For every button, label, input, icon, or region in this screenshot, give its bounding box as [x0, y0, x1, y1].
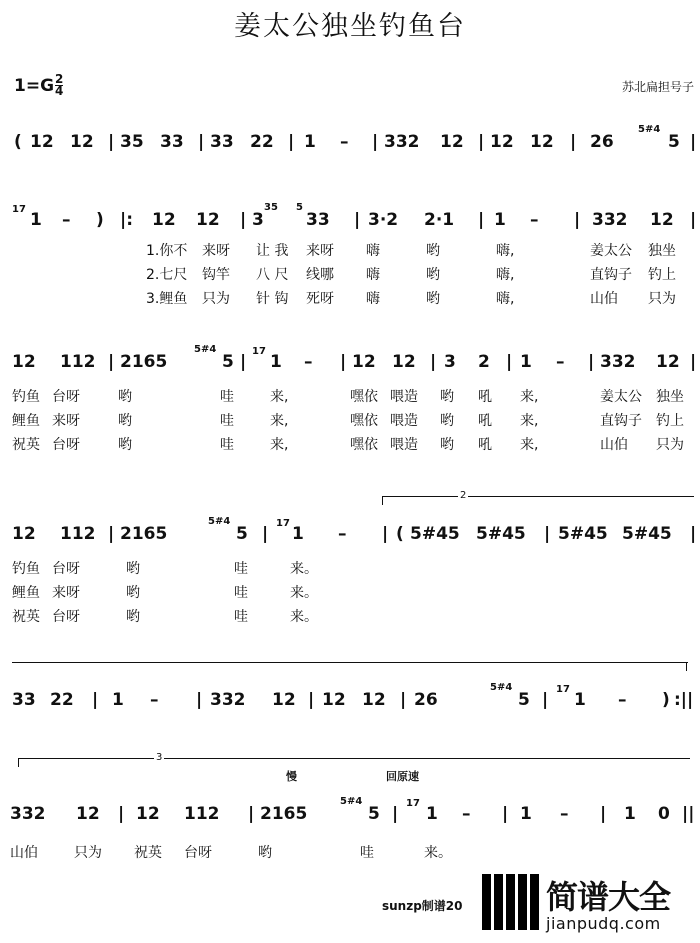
note-token: ) [662, 690, 670, 710]
note-token: 12 [70, 132, 94, 152]
lyric-word: 来呀 [52, 585, 80, 601]
lyric-line-verse1 [0, 240, 700, 258]
note-token: 1 [270, 352, 282, 372]
note-token: 5 [236, 524, 248, 544]
note-token: 2165 [120, 524, 168, 544]
grace-note: 17 [556, 684, 570, 695]
barline: | [478, 132, 485, 152]
note-token: 12 [490, 132, 514, 152]
piano-keys-icon [482, 874, 540, 930]
note-token: 26 [590, 132, 614, 152]
lyric-word: 哟 [126, 609, 140, 625]
lyric-word: 嘿依 [350, 413, 378, 429]
barline: | [690, 210, 697, 230]
note-token: ( [396, 524, 404, 544]
note-token: – [462, 804, 471, 824]
lyric-word: 来呀 [52, 413, 80, 429]
lyric-word: 嗨 [366, 267, 380, 283]
lyric-word: 哇 [220, 389, 234, 405]
note-token: 2165 [120, 352, 168, 372]
notation-system-4 [0, 516, 700, 558]
notation-system-2 [0, 202, 700, 244]
note-token: 35 [264, 202, 278, 213]
lyric-word: 只为 [648, 291, 676, 307]
time-signature [55, 74, 63, 97]
note-token: 12 [656, 352, 680, 372]
lyric-word: 姜太公 [590, 243, 632, 259]
lyric-word: 只为 [202, 291, 230, 307]
lyric-word: 来, [270, 413, 289, 429]
grace-note: 17 [276, 518, 290, 529]
lyric-word: 针 钩 [256, 291, 289, 307]
lyric-word: 哇 [234, 609, 248, 625]
lyric-line-verse3 [0, 288, 700, 306]
note-token: 1 [292, 524, 304, 544]
lyric-word: 哟 [118, 389, 132, 405]
lyric-word: 祝英 [134, 845, 162, 861]
lyric-word: 鲤鱼 [12, 585, 40, 601]
barline: | [372, 132, 379, 152]
note-token: – [340, 132, 349, 152]
grace-note: 5#4 [340, 796, 363, 807]
note-token: 1 [520, 352, 532, 372]
note-token: 332 [592, 210, 628, 230]
lyric-word: 哟 [440, 413, 454, 429]
barline: | [690, 352, 697, 372]
key-tonic: 1=G [14, 75, 55, 96]
note-token: 0 [658, 804, 670, 824]
lyric-line-verse2 [0, 264, 700, 282]
volta-number: 2 [460, 490, 467, 501]
barline: | [574, 210, 581, 230]
lyric-word: 钓鱼 [12, 389, 40, 405]
grace-note: 5#4 [194, 344, 217, 355]
lyric-word: 直钩子 [600, 413, 642, 429]
note-token: 12 [152, 210, 176, 230]
lyric-word: 嗨 [366, 243, 380, 259]
note-token: ( [14, 132, 22, 152]
time-lower: 4 [55, 84, 64, 98]
note-token: 5#45 [622, 524, 672, 544]
lyric-word: 八 尺 [256, 267, 289, 283]
note-token: 12 [362, 690, 386, 710]
volta-number: 3 [156, 752, 163, 763]
lyric-word: 独坐 [648, 243, 676, 259]
lyric-word: 祝英 [12, 609, 40, 625]
note-token: – [560, 804, 569, 824]
note-token: – [556, 352, 565, 372]
note-token: 112 [184, 804, 220, 824]
note-token: 1 [574, 690, 586, 710]
barline: | [118, 804, 125, 824]
lyric-word: 鲤鱼 [12, 413, 40, 429]
tempo-mark-a-tempo: 回原速 [386, 770, 419, 783]
lyric-word: 来呀 [306, 243, 334, 259]
lyric-word: 钓上 [648, 267, 676, 283]
note-token: 332 [210, 690, 246, 710]
lyric-word: 来。 [424, 845, 452, 861]
lyric-word: 嗨 [366, 291, 380, 307]
logo-url: jianpudq.com [546, 914, 661, 933]
barline: | [198, 132, 205, 152]
lyric-word: 死呀 [306, 291, 334, 307]
arranger-credit: sunzp制谱20 [382, 899, 463, 913]
note-token: 33 [160, 132, 184, 152]
lyric-word: 哟 [440, 437, 454, 453]
barline: | [506, 352, 513, 372]
note-token: 1 [426, 804, 438, 824]
lyric-word: 台呀 [52, 389, 80, 405]
score-title: 姜太公独坐钓鱼台 [234, 11, 466, 42]
note-token: 1 [304, 132, 316, 152]
barline: | [108, 352, 115, 372]
note-token: – [338, 524, 347, 544]
lyric-word: 喂造 [390, 413, 418, 429]
lyric-word: 台呀 [52, 609, 80, 625]
note-token: 1 [494, 210, 506, 230]
lyric-word: 吼 [478, 389, 492, 405]
note-token: 5 [668, 132, 680, 152]
tempo-mark-slow: 慢 [286, 770, 297, 783]
lyric-word: 来。 [290, 609, 318, 625]
barline: | [308, 690, 315, 710]
note-token: – [530, 210, 539, 230]
lyric-word: 让 我 [256, 243, 289, 259]
barline: | [544, 524, 551, 544]
lyric-word: 台呀 [184, 845, 212, 861]
grace-note: 5#4 [638, 124, 661, 135]
lyric-word: 哇 [220, 437, 234, 453]
notation-system-5 [0, 682, 700, 724]
barline: | [600, 804, 607, 824]
barline: | [392, 804, 399, 824]
note-token: ) [96, 210, 104, 230]
note-token: 5 [368, 804, 380, 824]
barline: | [240, 210, 247, 230]
volta-bracket-hook [686, 663, 687, 671]
barline: | [288, 132, 295, 152]
lyric-word: 嘿依 [350, 437, 378, 453]
lyric-word: 哇 [234, 561, 248, 577]
notation-system-1 [0, 124, 700, 166]
note-token: 3·2 [368, 210, 399, 230]
note-token: – [304, 352, 313, 372]
final-barline: || [682, 804, 695, 824]
lyric-word: 钩竿 [202, 267, 230, 283]
third-ending-bracket [18, 752, 690, 763]
lyric-word: 哟 [426, 291, 440, 307]
note-token: 1 [112, 690, 124, 710]
barline: | [354, 210, 361, 230]
note-token: 2·1 [424, 210, 455, 230]
note-token: 332 [600, 352, 636, 372]
barline: | [382, 524, 389, 544]
lyric-word: 哇 [220, 413, 234, 429]
lyric-word: 台呀 [52, 437, 80, 453]
barline: | [400, 690, 407, 710]
lyric-word: 线哪 [306, 267, 334, 283]
barline: | [690, 132, 697, 152]
note-token: 2 [478, 352, 490, 372]
lyric-line-verse3 [0, 434, 700, 452]
note-token: 12 [76, 804, 100, 824]
grace-note: 5#4 [490, 682, 513, 693]
lyric-word: 来, [270, 437, 289, 453]
note-token: 5 [518, 690, 530, 710]
lyric-line-verse1 [0, 558, 700, 576]
barline: | [248, 804, 255, 824]
lyric-word: 来, [520, 437, 539, 453]
note-token: 5 [222, 352, 234, 372]
note-token: 3 [444, 352, 456, 372]
lyric-word: 嗨, [496, 291, 515, 307]
grace-note: 5 [296, 202, 303, 213]
lyric-word: 哟 [118, 413, 132, 429]
lyric-word: 嗨, [496, 267, 515, 283]
note-token: 3 [252, 210, 264, 230]
lyric-word: 哟 [258, 845, 272, 861]
second-ending-bracket [382, 490, 694, 501]
note-token: 1 [30, 210, 42, 230]
note-token: 12 [530, 132, 554, 152]
grace-note: 17 [12, 204, 26, 215]
notation-system-3 [0, 344, 700, 386]
grace-note: 17 [406, 798, 420, 809]
barline: | [478, 210, 485, 230]
lyric-word: 钓上 [656, 413, 684, 429]
note-token: 12 [352, 352, 376, 372]
note-token: 35 [120, 132, 144, 152]
lyric-word: 喂造 [390, 437, 418, 453]
grace-note: 5#4 [208, 516, 231, 527]
lyric-word: 哟 [118, 437, 132, 453]
lyric-line-final [0, 842, 700, 860]
notation-system-6 [0, 796, 700, 838]
song-source: 苏北扁担号子 [621, 80, 694, 94]
note-token: 12 [196, 210, 220, 230]
lyric-word: 哟 [126, 585, 140, 601]
lyric-word: 哟 [440, 389, 454, 405]
note-token: 12 [322, 690, 346, 710]
note-token: 112 [60, 524, 96, 544]
lyric-word: 嘿依 [350, 389, 378, 405]
barline: | [570, 132, 577, 152]
lyric-word: 哇 [360, 845, 374, 861]
lyric-word: 哟 [426, 267, 440, 283]
barline: | [108, 524, 115, 544]
note-token: 33 [306, 210, 330, 230]
lyric-word: 嗨, [496, 243, 515, 259]
grace-note: 17 [252, 346, 266, 357]
repeat-end: :|| [674, 690, 694, 710]
lyric-line-verse2 [0, 582, 700, 600]
note-token: 12 [272, 690, 296, 710]
barline: | [502, 804, 509, 824]
barline: | [240, 352, 247, 372]
note-token: 33 [12, 690, 36, 710]
lyric-word: 来。 [290, 561, 318, 577]
lyric-word: 1.你不 [146, 243, 188, 259]
note-token: 22 [50, 690, 74, 710]
lyric-word: 山伯 [590, 291, 618, 307]
barline: | [196, 690, 203, 710]
barline: | [588, 352, 595, 372]
volta-bracket-hook [18, 759, 19, 767]
barline: | [340, 352, 347, 372]
note-token: – [150, 690, 159, 710]
note-token: 12 [12, 524, 36, 544]
note-token: 1 [520, 804, 532, 824]
logo-name: 简谱大全 [546, 878, 671, 916]
note-token: 12 [30, 132, 54, 152]
lyric-word: 哟 [126, 561, 140, 577]
lyric-word: 祝英 [12, 437, 40, 453]
lyric-word: 姜太公 [600, 389, 642, 405]
lyric-word: 哇 [234, 585, 248, 601]
note-token: 332 [384, 132, 420, 152]
lyric-word: 喂造 [390, 389, 418, 405]
note-token: 5#45 [558, 524, 608, 544]
lyric-word: 来呀 [202, 243, 230, 259]
note-token: 1 [624, 804, 636, 824]
lyric-word: 只为 [74, 845, 102, 861]
note-token: – [62, 210, 71, 230]
key-signature [14, 74, 63, 97]
note-token: 5#45 [476, 524, 526, 544]
barline: | [690, 524, 697, 544]
lyric-word: 吼 [478, 437, 492, 453]
lyric-line-verse1 [0, 386, 700, 404]
note-token: 26 [414, 690, 438, 710]
lyric-word: 直钩子 [590, 267, 632, 283]
note-token: 22 [250, 132, 274, 152]
note-token: 332 [10, 804, 46, 824]
barline: | [430, 352, 437, 372]
lyric-word: 只为 [656, 437, 684, 453]
barline: | [108, 132, 115, 152]
note-token: 12 [12, 352, 36, 372]
lyric-word: 台呀 [52, 561, 80, 577]
note-token: 12 [136, 804, 160, 824]
lyric-word: 来。 [290, 585, 318, 601]
barline: | [92, 690, 99, 710]
note-token: 12 [440, 132, 464, 152]
lyric-word: 来, [520, 413, 539, 429]
second-ending-continuation [12, 662, 688, 663]
lyric-word: 山伯 [10, 845, 38, 861]
lyric-line-verse2 [0, 410, 700, 428]
lyric-word: 2.七尺 [146, 267, 188, 283]
note-token: – [618, 690, 627, 710]
note-token: 33 [210, 132, 234, 152]
lyric-word: 3.鲤鱼 [146, 291, 188, 307]
lyric-word: 来, [520, 389, 539, 405]
lyric-line-verse3 [0, 606, 700, 624]
lyric-word: 吼 [478, 413, 492, 429]
lyric-word: 钓鱼 [12, 561, 40, 577]
barline: | [262, 524, 269, 544]
time-upper: 2 [55, 72, 64, 86]
volta-bracket-hook [382, 497, 383, 505]
lyric-word: 山伯 [600, 437, 628, 453]
note-token: 2165 [260, 804, 308, 824]
lyric-word: 哟 [426, 243, 440, 259]
lyric-word: 来, [270, 389, 289, 405]
note-token: 12 [392, 352, 416, 372]
repeat-start: |: [120, 210, 134, 230]
lyric-word: 独坐 [656, 389, 684, 405]
note-token: 112 [60, 352, 96, 372]
note-token: 5#45 [410, 524, 460, 544]
note-token: 12 [650, 210, 674, 230]
barline: | [542, 690, 549, 710]
